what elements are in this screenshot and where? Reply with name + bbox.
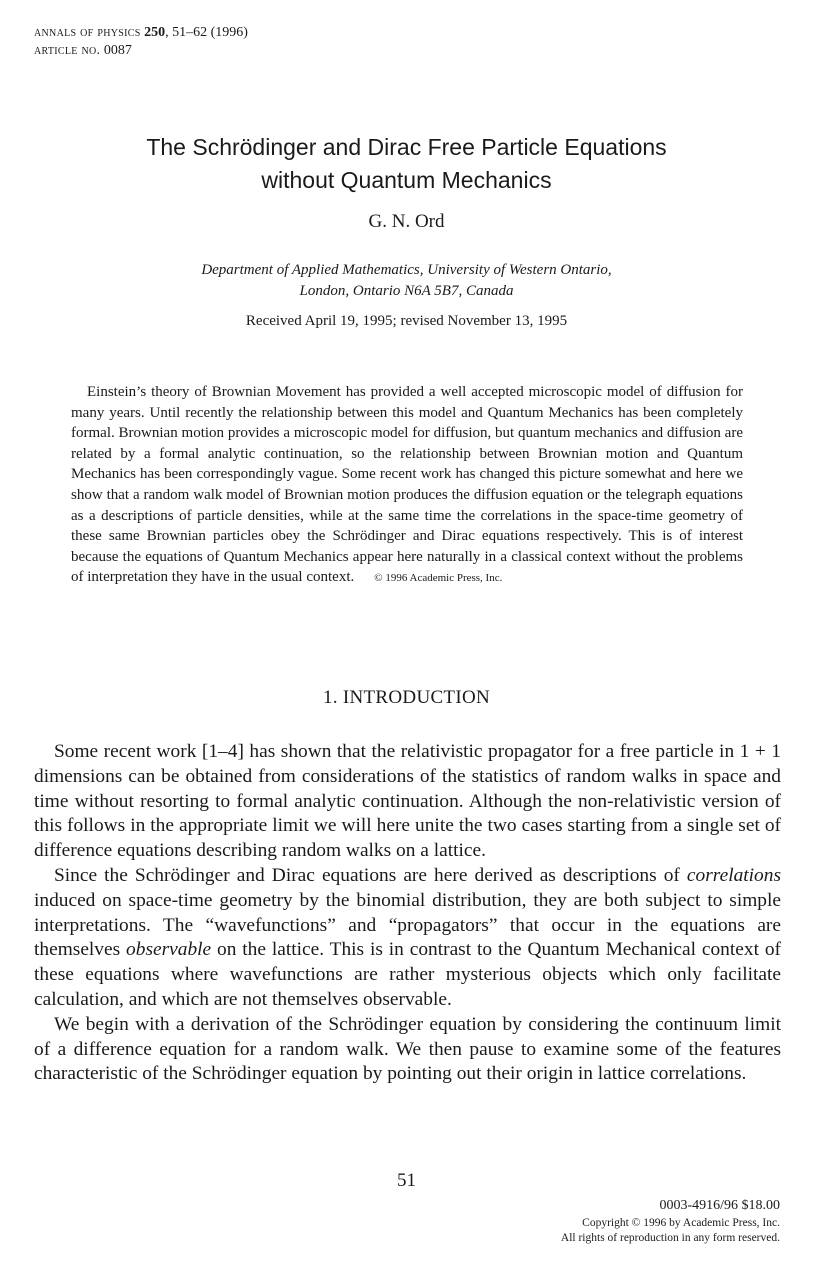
paragraph-1: Some recent work [1–4] has shown that the relativistic propagator for a free particle in 1 + 1 dimensions can be obtained from considerations of the statistics of random walks in space and time without resorting to formal analytic continuation. Although the non-relativistic version of this follows in the appropriate limit we will here unite the two cases starting from a single set of difference equations describing random walks on a lattice. <box>34 741 781 862</box>
article-label: article no. <box>34 43 101 58</box>
abstract-text: Einstein’s theory of Brownian Movement has provided a well accepted microscopic model of diffusion for many years. Until recently the relationship between this model and Quantum Mechanics has been completely formal. Brownian motion provides a microscopic model for diffusion, but quantum mechanics and diffusion are related by a formal analytic continuation, so the relationship between Brownian motion and Quantum Mechanics has been correspondingly vague. Some recent work has changed this picture somewhat and here we show that a random walk model of Brownian motion produces the diffusion equation or the telegraph equations as a descriptions of particle densities, while at the same time the correlations in the space-time geometry of these same Brownian particles obey the Schrödinger and Dirac equations respectively. This is of interest because the equations of Quantum Mechanics appear here naturally in a classical context without the problems of interpretation they have in the usual context. <box>71 384 743 586</box>
publisher-footer <box>561 1196 780 1246</box>
received-dates: Received April 19, 1995; revised November 13, 1995 <box>245 313 568 329</box>
emphasis-correlations: correlations <box>686 864 781 886</box>
price-code: 0003-4916/96 $18.00 <box>659 1198 780 1213</box>
author-name: G. N. Ord <box>368 211 445 232</box>
page-number: 51 <box>397 1170 416 1191</box>
paragraph-2-part-a: Since the Schrödinger and Dirac equations are here derived as descriptions of <box>54 864 687 886</box>
affiliation <box>0 260 813 302</box>
article-number-line <box>34 42 248 60</box>
paragraph-2-part-b: induced on space-time geometry by the binomial distribution, they are both subject to simple interpretations. The “wavefunctions” and “propagators” that occur in the equations are themselves <box>34 889 781 961</box>
section-heading: 1. INTRODUCTION <box>322 687 491 708</box>
journal-citation <box>34 24 248 42</box>
copyright-line: Copyright © 1996 by Academic Press, Inc. <box>582 1217 780 1229</box>
paragraph-2 <box>34 864 781 1013</box>
journal-name: annals of physics <box>34 25 141 40</box>
paper-title <box>40 131 773 197</box>
affiliation-line-2: London, Ontario N6A 5B7, Canada <box>299 283 514 299</box>
rights-line: All rights of reproduction in any form reserved. <box>560 1232 780 1244</box>
journal-header <box>34 24 248 60</box>
title-line-1: The Schrödinger and Dirac Free Particle Equations <box>146 134 667 160</box>
paragraph-2-part-c: on the lattice. This is in contrast to the Quantum Mechanical context of these equations where wavefunctions are rather mysterious objects which only facilitate calculation, and which are not themselves observable. <box>34 939 781 1010</box>
abstract <box>71 382 743 589</box>
article-number: 0087 <box>100 43 132 58</box>
affiliation-line-1: Department of Applied Mathematics, University of Western Ontario, <box>201 262 612 278</box>
pages-year: , 51–62 (1996) <box>165 25 248 40</box>
title-line-2: without Quantum Mechanics <box>261 167 552 193</box>
abstract-copyright: © 1996 Academic Press, Inc. <box>374 572 503 585</box>
volume-number: 250 <box>144 25 166 40</box>
paragraph-3: We begin with a derivation of the Schrödinger equation by considering the continuum limit of a difference equation for a random walk. We then pause to examine some of the features characteristic of the Schrödinger equation by pointing out their origin in lattice correlations. <box>34 1013 781 1085</box>
body-text <box>34 740 781 1087</box>
emphasis-observable: observable <box>126 939 212 961</box>
